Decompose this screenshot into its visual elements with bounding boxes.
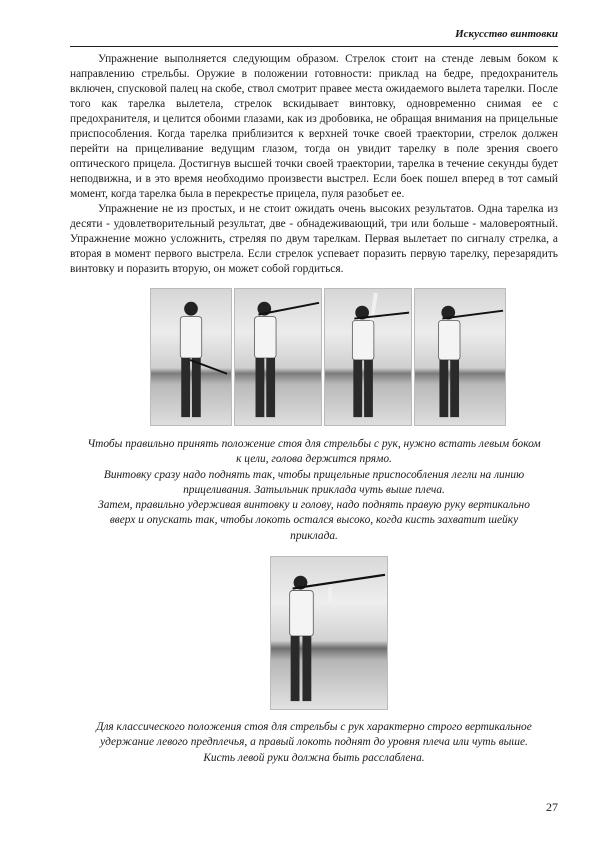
caption-one-line: Чтобы правильно принять положение стоя для стрельбы с рук, нужно встать левым боком: [87, 438, 541, 450]
caption-one-line: Винтовку сразу надо поднять так, чтобы прицельные приспособления легли на линию: [103, 468, 525, 481]
photo-raised-arm: [324, 288, 412, 426]
header-rule: [70, 46, 558, 47]
caption-two: [70, 720, 558, 766]
caption-one-line: к цели, голова держится прямо.: [236, 453, 392, 466]
body-text: [70, 52, 558, 277]
photo-sequence: [150, 288, 506, 426]
photo-classic-standing: [270, 556, 388, 710]
photo-elbow-high: [414, 288, 506, 426]
caption-two-line: Кисть левой руки должна быть расслаблена.: [203, 751, 425, 764]
paragraph-1: Упражнение выполняется следующим образом. Стрелок стоит на стенде левым боком к направлению стрельбы. Оружие в положении готовности: приклад на бедре, предохранитель включен, спусковой палец на скобе, ствол смотрит правее места ожидаемого вылета тарелки. После того как тарелка вылетела, стрелок вскидывает винтовку, одновременно снимая ее с предохранителя, и целится обоими глазами, как из дробовика, не обращая внимания на прицельные приспособления. Когда тарелка приблизится к верхней точке своей траектории, стрелок должен перейти на прицеливание ведущим глазом, тогда он увидит тарелку в поле зрения своего оптического прицела. Достигнув высшей точки своей траектории, тарелка в течение секунды будет неподвижна, и в это время необходимо произвести выстрел. Если боек пошел вперед в тот самый момент, когда тарелка была в перекрестье прицела, пуля разобьет ее.: [70, 53, 558, 200]
caption-one-line: вверх и опускать так, чтобы локоть остался высоко, когда кисть захватит шейку: [109, 514, 519, 527]
photo-ready-position: [150, 288, 232, 426]
caption-one-line: прицеливания. Затыльник приклада чуть выше плеча.: [183, 483, 445, 496]
caption-one-line: приклада.: [290, 529, 338, 542]
photo-aiming: [234, 288, 322, 426]
page-number: 27: [546, 800, 558, 814]
header-title: Искусство винтовки: [455, 28, 558, 40]
paragraph-2: Упражнение не из простых, и не стоит ожидать очень высоких результатов. Одна тарелка из десяти - удовлетворительный результат, две - обнадеживающий, три или больше - маловероятный. Упражнение можно усложнить, стреляя по двум тарелкам. Первая вылетает по сигналу стрелка, а вторая в момент первого выстрела. Если стрелок успевает поразить первую тарелку, перезарядить винтовку и поразить вторую, он может собой гордиться.: [70, 203, 558, 275]
caption-two-line: Для классического положения стоя для стрельбы с рук характерно строго вертикальное: [96, 721, 532, 733]
caption-one-line: Затем, правильно удерживая винтовку и голову, надо поднять правую руку вертикально: [98, 499, 530, 512]
caption-two-line: удержание левого предплечья, а правый локоть поднят до уровня плеча или чуть выше.: [100, 736, 528, 749]
caption-one: [70, 437, 558, 544]
